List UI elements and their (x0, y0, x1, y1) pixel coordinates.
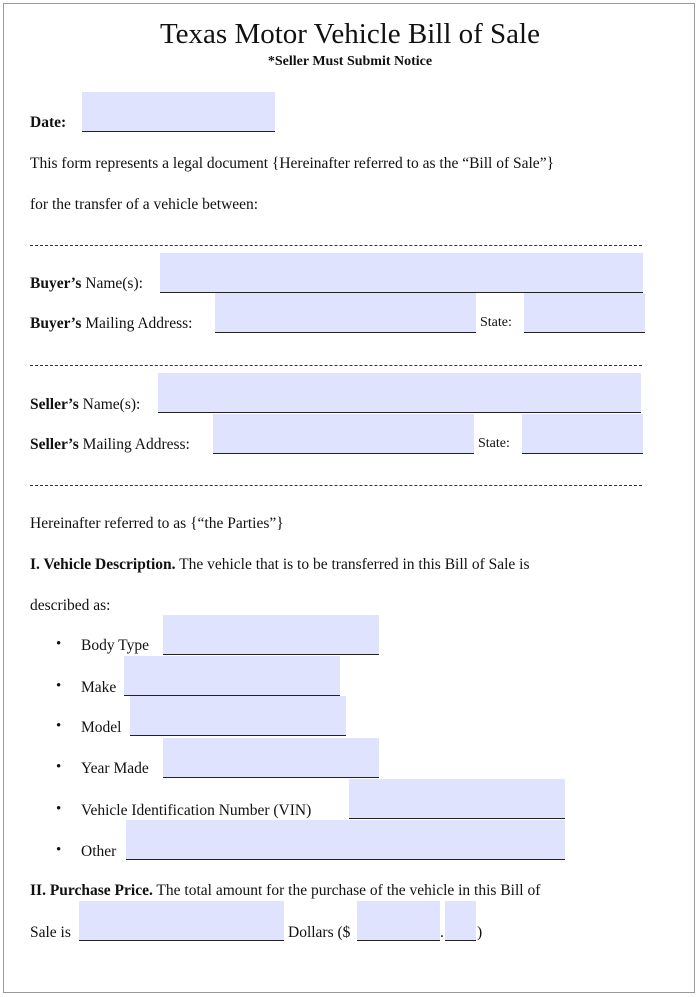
seller-address-field[interactable] (213, 414, 474, 454)
seller-state-label: State: (478, 436, 510, 451)
date-field[interactable] (82, 92, 275, 132)
vehicle-description-heading: I. Vehicle Description. (30, 556, 176, 573)
make-field[interactable] (124, 656, 340, 696)
intro-line-2: for the transfer of a vehicle between: (30, 196, 259, 213)
price-dollars-field[interactable] (357, 901, 440, 941)
year-made-label: Year Made (81, 760, 149, 777)
decimal-separator: . (440, 924, 444, 941)
seller-state-field[interactable] (522, 414, 643, 454)
separator-1 (30, 245, 642, 246)
year-made-field[interactable] (163, 738, 379, 778)
buyer-address-field[interactable] (215, 293, 476, 333)
closing-paren: ) (477, 924, 483, 941)
other-field[interactable] (126, 820, 565, 860)
bullet-icon: • (56, 842, 62, 858)
seller-name-field[interactable] (158, 373, 641, 413)
vehicle-description-intro: I. Vehicle Description. The vehicle that is to be transferred in this Bill of Sale is (30, 556, 530, 573)
bullet-icon: • (56, 718, 62, 734)
sale-is-label: Sale is (30, 924, 71, 941)
document-title: Texas Motor Vehicle Bill of Sale (159, 18, 540, 50)
price-words-field[interactable] (79, 901, 284, 941)
price-cents-field[interactable] (445, 901, 476, 941)
buyer-state-field[interactable] (524, 293, 645, 333)
separator-2 (30, 365, 642, 366)
model-label: Model (81, 719, 122, 736)
seller-name-label: Seller’s Name(s): (30, 396, 141, 413)
seller-address-label: Seller’s Mailing Address: (30, 436, 190, 453)
purchase-price-heading: II. Purchase Price. (30, 882, 153, 899)
make-label: Make (81, 679, 117, 696)
buyer-state-label: State: (480, 315, 512, 330)
parties-text: Hereinafter referred to as {“the Parties”} (30, 515, 284, 532)
vin-label: Vehicle Identification Number (VIN) (81, 802, 312, 819)
body-type-label: Body Type (81, 637, 149, 654)
date-label: Date: (30, 114, 67, 131)
buyer-address-label: Buyer’s Mailing Address: (30, 315, 193, 332)
dollars-label: Dollars ($ (288, 924, 351, 941)
separator-3 (30, 485, 642, 486)
vehicle-description-line-2: described as: (30, 597, 111, 614)
body-type-field[interactable] (163, 615, 379, 655)
bullet-icon: • (56, 759, 62, 775)
bullet-icon: • (56, 801, 62, 817)
buyer-name-label: Buyer’s Name(s): (30, 275, 143, 292)
purchase-price-intro: II. Purchase Price. The total amount for the purchase of the vehicle in this Bill of (30, 882, 541, 899)
intro-line-1: This form represents a legal document {Hereinafter referred to as the “Bill of Sale”} (30, 155, 555, 172)
model-field[interactable] (130, 696, 346, 736)
other-label: Other (81, 843, 117, 860)
bullet-icon: • (56, 678, 62, 694)
document-subtitle: *Seller Must Submit Notice (267, 54, 433, 69)
buyer-name-field[interactable] (160, 253, 643, 293)
bullet-icon: • (56, 636, 62, 652)
vin-field[interactable] (349, 779, 565, 819)
